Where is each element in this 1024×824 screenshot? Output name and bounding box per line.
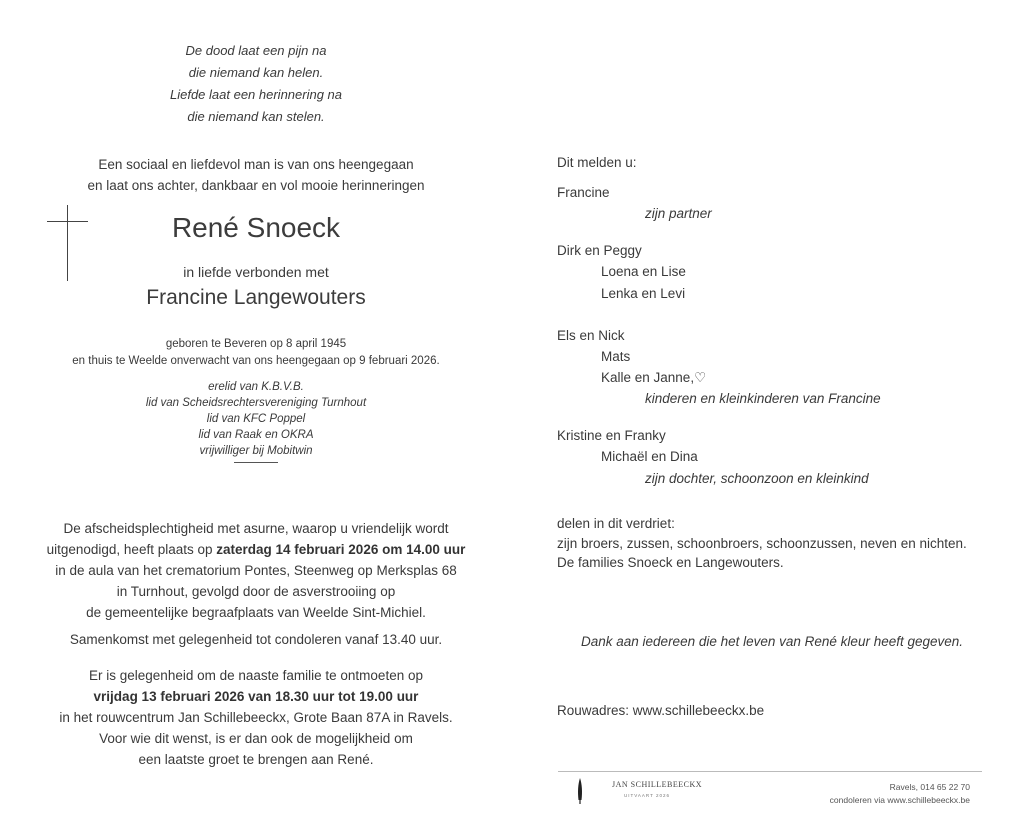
family-role: kinderen en kleinkinderen van Francine [645,391,881,406]
visit-line [0,686,512,707]
membership-item: lid van Scheidsrechtersvereniging Turnhout [145,397,367,409]
family-children-names: Kalle en Janne, [601,370,695,385]
birth-death-info [0,336,512,370]
visit-line: Er is gelegenheid om de naaste familie te ontmoeten op [89,668,423,683]
family-parents: Kristine en Franky [557,428,666,443]
poem-line: Liefde laat een herinnering na [169,87,343,102]
membership-item: erelid van K.B.V.B. [208,381,304,393]
footer-phone: Ravels, 014 65 22 70 [889,782,970,792]
membership-item: vrijwilliger bij Mobitwin [199,445,313,457]
partner-name: Francine Langewouters [146,286,366,309]
intro-line: Een sociaal en liefdevol man is van ons heengegaan [98,157,414,172]
visit-info [0,665,512,770]
poem-line: die niemand kan stelen. [187,109,325,124]
footer-condolence: condoleren via www.schillebeeckx.be [829,795,970,805]
poem-line: De dood laat een pijn na [185,43,327,58]
passed-line: en thuis te Weelde onverwacht van ons heengegaan op 9 februari 2026. [72,355,440,367]
ceremony-line: De afscheidsplechtigheid met asurne, waarop u vriendelijk wordt [63,521,449,536]
visit-line: een laatste groet te brengen aan René. [138,752,374,767]
announce-heading: Dit melden u: [557,155,637,170]
ceremony-line: in de aula van het crematorium Pontes, Steenweg op Merksplas 68 [55,563,457,578]
membership-item: lid van KFC Poppel [206,413,306,425]
ceremony-date: zaterdag 14 februari 2026 om 14.00 uur [216,542,466,557]
footer-divider [558,771,982,772]
ceremony-info [0,518,512,623]
poem-line: die niemand kan helen. [188,65,324,80]
family-role: zijn dochter, schoonzoon en kleinkind [645,471,869,486]
deceased-name: René Snoeck [171,212,341,243]
ceremony-text: uitgenodigd, heeft plaats op [46,542,217,557]
address-text: Rouwadres: www.schillebeeckx.be [557,703,765,718]
family-children [601,370,706,386]
family-parents: Dirk en Peggy [557,243,642,258]
heart-icon: ♡ [694,370,707,386]
divider [234,462,278,463]
share-line: zijn broers, zussen, schoonbroers, schoonzussen, neven en nichten. [557,536,967,551]
intro-line: en laat ons achter, dankbaar en vol mooie herinneringen [87,178,425,193]
cypress-tree-icon [576,778,584,804]
ceremony-line: in Turnhout, gevolgd door de asverstrooiing op [116,584,396,599]
family-children: Loena en Lise [601,264,686,279]
visit-line: Voor wie dit wenst, is er dan ook de mogelijkheid om [99,731,413,746]
connected-text: in liefde verbonden met [183,264,329,280]
born-line: geboren te Beveren op 8 april 1945 [165,338,347,350]
ceremony-line [0,539,512,560]
ceremony-line: de gemeentelijke begraafplaats van Weelde Sint-Michiel. [86,605,426,620]
funeral-home-logo-sub: UITVAART 2026 [624,793,671,798]
share-heading: delen in dit verdriet: [557,516,675,531]
family-children: Michaël en Dina [601,449,698,464]
share-line: De families Snoeck en Langewouters. [557,555,784,570]
family-children: Lenka en Levi [601,286,686,301]
visit-line: in het rouwcentrum Jan Schillebeeckx, Grote Baan 87A in Ravels. [59,710,453,725]
membership-item: lid van Raak en OKRA [198,429,314,441]
family-children: Mats [601,349,631,364]
visit-date: vrijdag 13 februari 2026 van 18.30 uur tot 19.00 uur [93,689,419,704]
funeral-home-logo: JAN SCHILLEBEECKX [612,780,703,789]
family-partner: Francine [557,185,610,200]
intro-text [0,154,512,196]
poem [0,40,512,128]
thanks-text: Dank aan iedereen die het leven van René kleur heeft gegeven. [581,634,964,649]
memberships [0,379,512,459]
gathering-info: Samenkomst met gelegenheid tot condoleren vanaf 13.40 uur. [69,632,443,647]
family-parents: Els en Nick [557,328,625,343]
family-role: zijn partner [645,206,712,221]
